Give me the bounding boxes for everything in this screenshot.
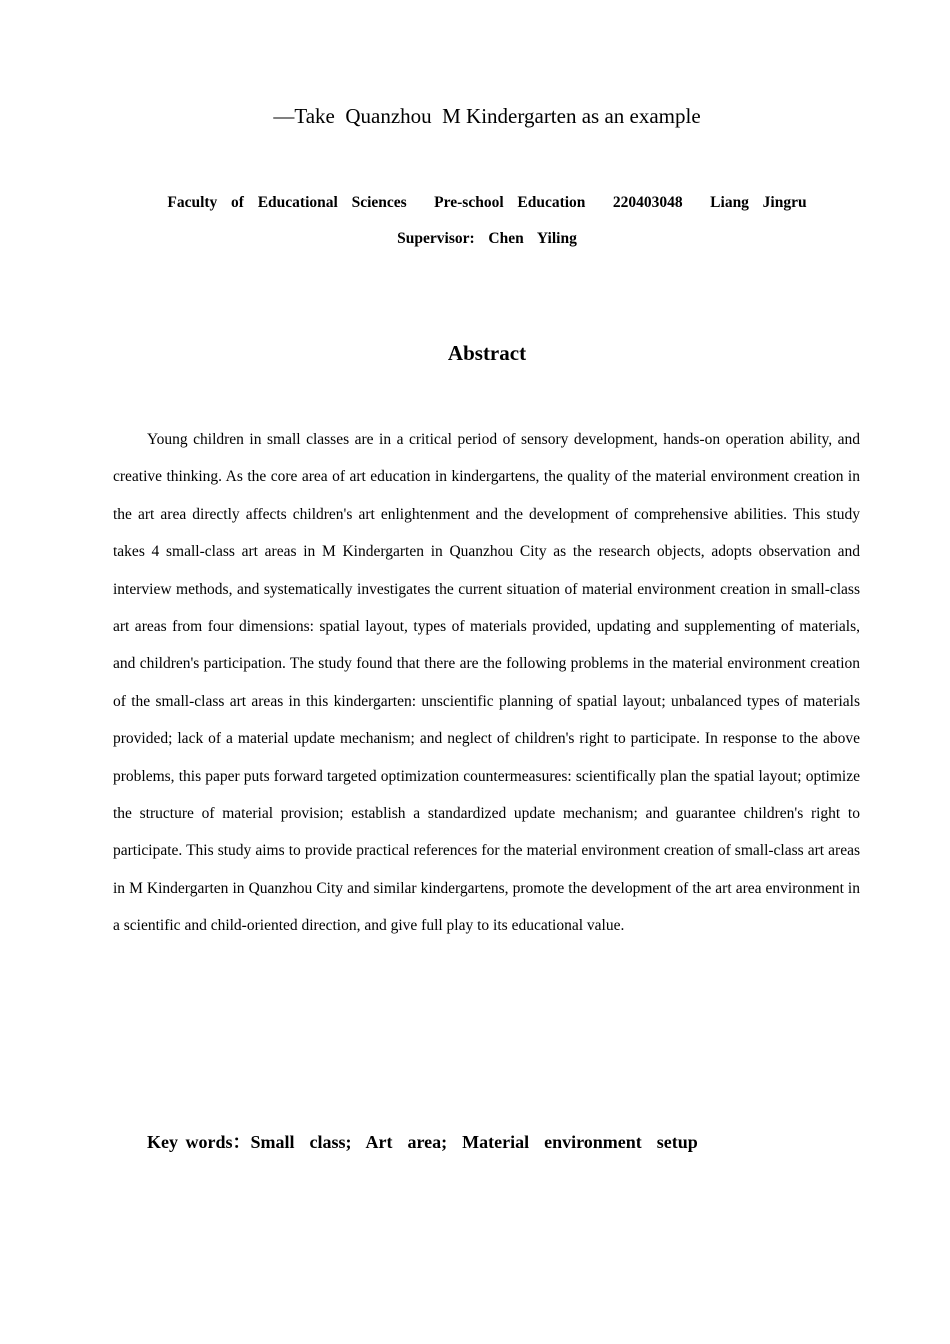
paper-subtitle: —Take Quanzhou M Kindergarten as an example xyxy=(273,104,701,128)
supervisor-info: Supervisor: Chen Yiling xyxy=(397,230,577,247)
keywords-line: Key words：Small class; Art area; Material environment setup xyxy=(147,1132,698,1152)
abstract-heading: Abstract xyxy=(447,341,527,365)
abstract-body: Young children in small classes are in a critical period of sensory development, hands-on operation ability, and creative thinking. As the core area of art education in kindergartens, the quality of the material environment creation in the art area directly affects children's art enlightenment and the development of comprehensive abilities. This study takes 4 small-class art areas in M Kindergarten in Quanzhou City as the research objects, adopts observation and interview methods, and systematically investigates the current situation of material environment creation in small-class art areas from four dimensions: spatial layout, types of materials provided, updating and supplementing of materials, and children's participation. The study found that there are the following problems in the material environment creation of the small-class art areas in this kindergarten: unscientific planning of spatial layout; unbalanced types of materials provided; lack of a material update mechanism; and neglect of children's right to participate. In response to the above problems, this paper puts forward targeted optimization countermeasures: scientifically plan the spatial layout; optimize the structure of material provision; establish a standardized update mechanism; and guarantee children's right to participate. This study aims to provide practical references for the material environment creation of small-class art areas in M Kindergarten in Quanzhou City and similar kindergartens, promote the development of the art area environment in a scientific and child-oriented direction, and give full play to its educational value. xyxy=(113,431,860,935)
author-info: Faculty of Educational Sciences Pre-school Education 220403048 Liang Jingru xyxy=(167,194,807,211)
